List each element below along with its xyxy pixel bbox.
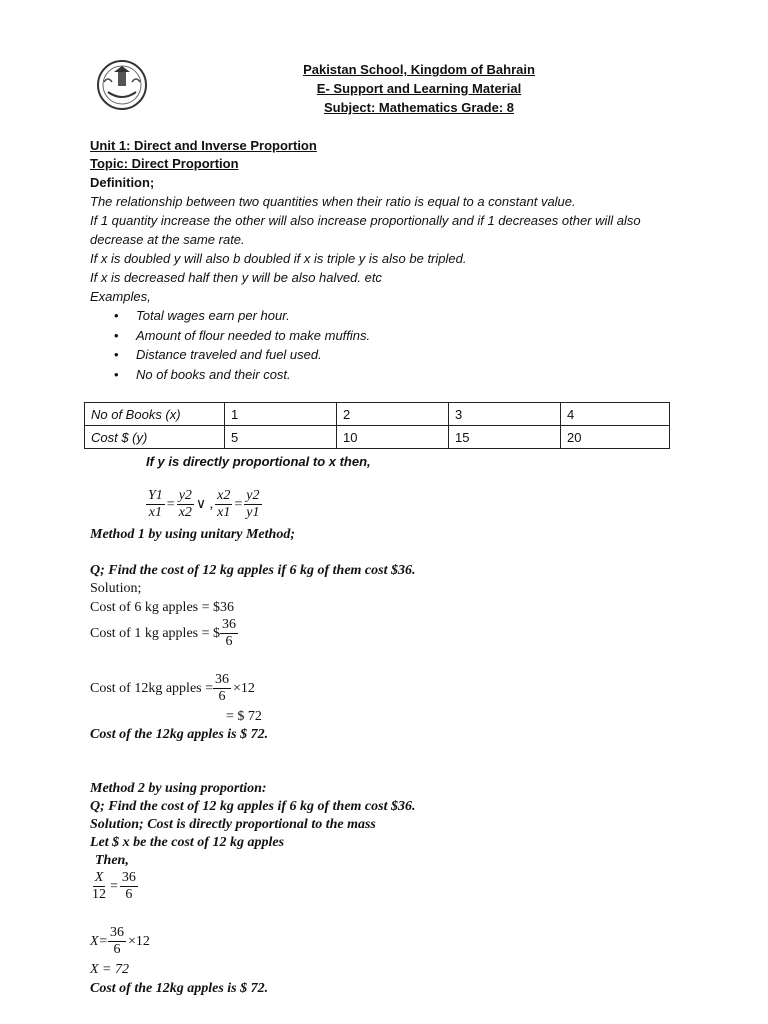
header-material: E- Support and Learning Material bbox=[316, 81, 522, 96]
method2-title: Method 2 by using proportion: bbox=[90, 781, 267, 796]
formula-intro: If y is directly proportional to x then, bbox=[146, 454, 371, 469]
table-cell: 1 bbox=[225, 403, 337, 426]
method1-conclusion: Cost of the 12kg apples is $ 72. bbox=[90, 727, 269, 742]
method1-solution: Solution; bbox=[90, 581, 142, 596]
method1-line2: Cost of 1 kg apples = $ $\frac{36}{6}$ bbox=[90, 617, 236, 649]
fraction: $\frac{y2}{x2}$ bbox=[178, 488, 192, 520]
method2-let: Let $ x be the cost of 12 kg apples bbox=[90, 835, 285, 850]
definition-line: If x is doubled y will also b doubled if x is triple y is also be tripled. bbox=[90, 251, 467, 266]
fraction: $\frac{36}{6}$ bbox=[222, 617, 236, 649]
proportion-formula: $\frac{Y1}{x1}$ = $\frac{y2}{x2}$ ∨ , $\frac{x2}{x1}$ = $\frac{y2}{y1}$ bbox=[148, 488, 260, 520]
table-cell: 10 bbox=[337, 426, 449, 449]
method2-eq2: X= $\frac{36}{6}$ ×12 bbox=[90, 925, 150, 957]
method1-title: Method 1 by using unitary Method; bbox=[90, 527, 295, 542]
method2-then: Then, bbox=[95, 853, 129, 868]
method1-line1: Cost of 6 kg apples = $36 bbox=[90, 600, 234, 615]
method1-line4: = $ 72 bbox=[226, 709, 262, 724]
method2-question: Q; Find the cost of 12 kg apples if 6 kg of them cost $36. bbox=[90, 799, 416, 814]
method2-eq1: $\frac{X}{12}$ = $\frac{36}{6}$ bbox=[92, 870, 136, 902]
example-item: • Amount of flour needed to make muffins. bbox=[114, 328, 371, 343]
table-row bbox=[85, 403, 670, 426]
table-cell: 20 bbox=[561, 426, 670, 449]
fraction: $\frac{Y1}{x1}$ bbox=[148, 488, 163, 520]
method1-question: Q; Find the cost of 12 kg apples if 6 kg of them cost $36. bbox=[90, 563, 416, 578]
examples-label: Examples, bbox=[90, 289, 151, 304]
fraction: $\frac{36}{6}$ bbox=[110, 925, 124, 957]
fraction: $\frac{x2}{x1}$ bbox=[217, 488, 231, 520]
definition-line: decrease at the same rate. bbox=[90, 232, 245, 247]
fraction: $\frac{y2}{y1}$ bbox=[246, 488, 260, 520]
method2-solution: Solution; Cost is directly proportional to the mass bbox=[90, 817, 376, 832]
definition-line: The relationship between two quantities when their ratio is equal to a constant value. bbox=[90, 194, 576, 209]
example-item: • No of books and their cost. bbox=[114, 367, 291, 382]
table-cell: 15 bbox=[449, 426, 561, 449]
fraction: $\frac{X}{12}$ bbox=[92, 870, 106, 902]
definition-line: If x is decreased half then y will be also halved. etc bbox=[90, 270, 382, 285]
header-subject: Subject: Mathematics Grade: 8 bbox=[324, 100, 514, 115]
example-item: • Total wages earn per hour. bbox=[114, 308, 290, 323]
table-cell: Cost $ (y) bbox=[85, 426, 225, 449]
books-cost-table bbox=[84, 402, 670, 449]
example-item: • Distance traveled and fuel used. bbox=[114, 347, 322, 362]
method2-eq3: X = 72 bbox=[90, 962, 129, 977]
definition-line: If 1 quantity increase the other will also increase proportionally and if 1 decreases other will also bbox=[90, 213, 641, 228]
fraction: $\frac{36}{6}$ bbox=[121, 870, 136, 902]
table-cell: 2 bbox=[337, 403, 449, 426]
unit-title: Unit 1: Direct and Inverse Proportion bbox=[90, 138, 317, 153]
method2-conclusion: Cost of the 12kg apples is $ 72. bbox=[90, 981, 269, 996]
table-row bbox=[85, 426, 670, 449]
header-school-name: Pakistan School, Kingdom of Bahrain bbox=[303, 62, 535, 77]
fraction: $\frac{36}{6}$ bbox=[215, 672, 229, 704]
table-cell: 5 bbox=[225, 426, 337, 449]
table-cell: No of Books (x) bbox=[85, 403, 225, 426]
table-cell: 3 bbox=[449, 403, 561, 426]
topic-title: Topic: Direct Proportion bbox=[90, 156, 239, 171]
table-cell: 4 bbox=[561, 403, 670, 426]
definition-label: Definition; bbox=[90, 175, 155, 190]
method1-line3: Cost of 12kg apples = $\frac{36}{6}$ ×12 bbox=[90, 672, 255, 704]
school-logo-icon bbox=[94, 58, 150, 112]
